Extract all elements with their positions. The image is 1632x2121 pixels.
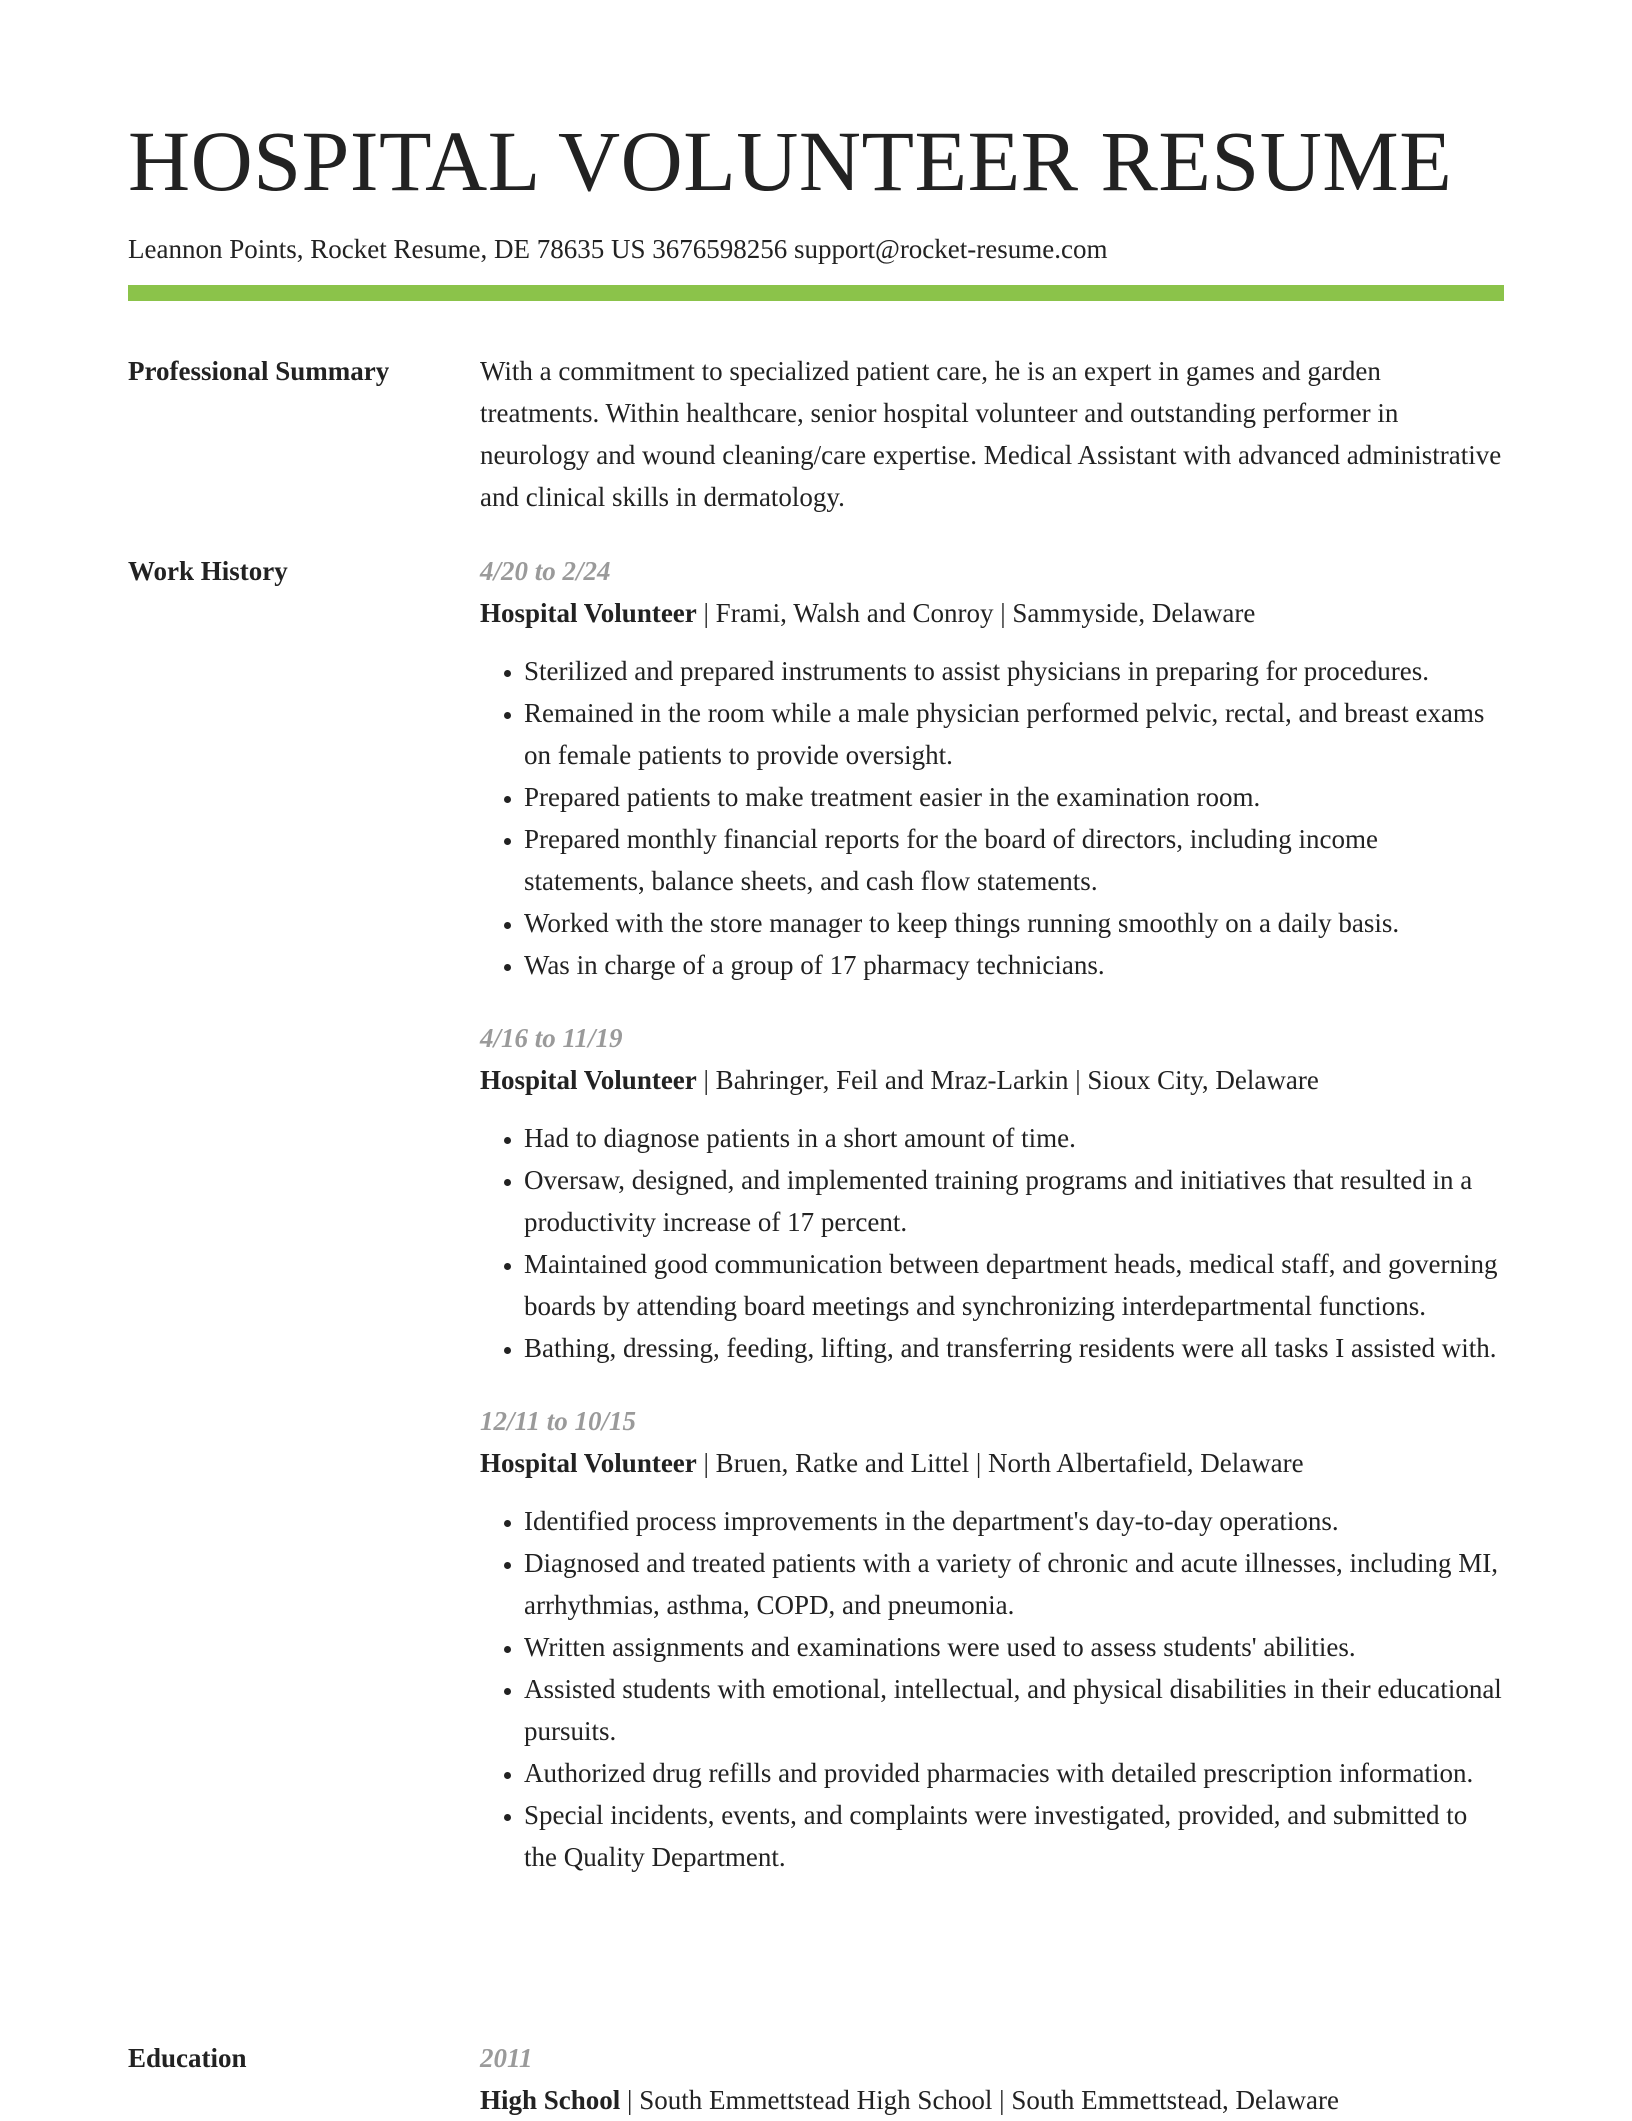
job-role: Hospital Volunteer (480, 1448, 697, 1478)
education-section (480, 2037, 1504, 2121)
job-details: | Frami, Walsh and Conroy | Sammyside, Delaware (696, 598, 1256, 628)
summary-heading: Professional Summary (128, 356, 390, 386)
list-item: • Worked with the store manager to keep things running smoothly on a daily basis. (524, 902, 1504, 944)
header-divider (128, 285, 1504, 301)
list-item: • Prepared monthly financial reports for the board of directors, including income statements, balance sheets, and cash flow statements. (524, 818, 1504, 902)
list-item: • Written assignments and examinations were used to assess students' abilities. (524, 1626, 1504, 1668)
job-entry (480, 1017, 1504, 1369)
job-bullet-list (480, 1117, 1504, 1369)
job-dates: 4/16 to 11/19 (480, 1023, 623, 1053)
summary-text: With a commitment to specialized patient care, he is an expert in games and garden treatments. Within healthcare, senior hospital volunteer and outstanding performer in neurology and wound cleaning/care expertise. Medical Assistant with advanced administrative and clinical skills in dermatology. (480, 356, 1502, 512)
list-item: • Identified process improvements in the department's day-to-day operations. (524, 1500, 1504, 1542)
job-role: Hospital Volunteer (480, 1065, 697, 1095)
job-entry (480, 550, 1504, 986)
job-role: Hospital Volunteer (480, 598, 697, 628)
list-item: • Remained in the room while a male physician performed pelvic, rectal, and breast exams on female patients to provide oversight. (524, 692, 1504, 776)
job-bullet-list (480, 1500, 1504, 1878)
education-details: | South Emmettstead High School | South Emmettstead, Delaware (620, 2085, 1339, 2115)
list-item: • Special incidents, events, and complaints were investigated, provided, and submitted to the Quality Department. (524, 1794, 1504, 1878)
job-title-line (480, 592, 1504, 634)
work-history-heading: Work History (128, 556, 288, 586)
work-history-section (480, 550, 1504, 1909)
education-heading: Education (128, 2043, 247, 2073)
list-item: • Assisted students with emotional, intellectual, and physical disabilities in their educational pursuits. (524, 1668, 1504, 1752)
job-title-line (480, 1442, 1504, 1484)
job-details: | Bruen, Ratke and Littel | North Albertafield, Delaware (696, 1448, 1304, 1478)
list-item: • Maintained good communication between department heads, medical staff, and governing boards by attending board meetings and synchronizing interdepartmental functions. (524, 1243, 1504, 1327)
list-item: • Bathing, dressing, feeding, lifting, and transferring residents were all tasks I assisted with. (524, 1327, 1504, 1369)
list-item: • Was in charge of a group of 17 pharmacy technicians. (524, 944, 1504, 986)
job-bullet-list (480, 650, 1504, 986)
contact-line: Leannon Points, Rocket Resume, DE 78635 US 3676598256 support@rocket-resume.com (128, 234, 1108, 264)
list-item: • Authorized drug refills and provided pharmacies with detailed prescription information. (524, 1752, 1504, 1794)
summary-section (480, 350, 1504, 518)
list-item: • Had to diagnose patients in a short amount of time. (524, 1117, 1504, 1159)
job-entry (480, 1400, 1504, 1878)
resume-title: HOSPITAL VOLUNTEER RESUME (128, 113, 1453, 209)
list-item: • Sterilized and prepared instruments to assist physicians in preparing for procedures. (524, 650, 1504, 692)
education-degree: High School (480, 2085, 621, 2115)
job-dates: 4/20 to 2/24 (480, 556, 611, 586)
job-dates: 12/11 to 10/15 (480, 1406, 637, 1436)
job-title-line (480, 1059, 1504, 1101)
job-details: | Bahringer, Feil and Mraz-Larkin | Sioux City, Delaware (696, 1065, 1319, 1095)
education-year: 2011 (480, 2043, 533, 2073)
list-item: • Oversaw, designed, and implemented training programs and initiatives that resulted in a productivity increase of 17 percent. (524, 1159, 1504, 1243)
education-title-line (480, 2079, 1504, 2121)
list-item: • Diagnosed and treated patients with a variety of chronic and acute illnesses, including MI, arrhythmias, asthma, COPD, and pneumonia. (524, 1542, 1504, 1626)
list-item: • Prepared patients to make treatment easier in the examination room. (524, 776, 1504, 818)
